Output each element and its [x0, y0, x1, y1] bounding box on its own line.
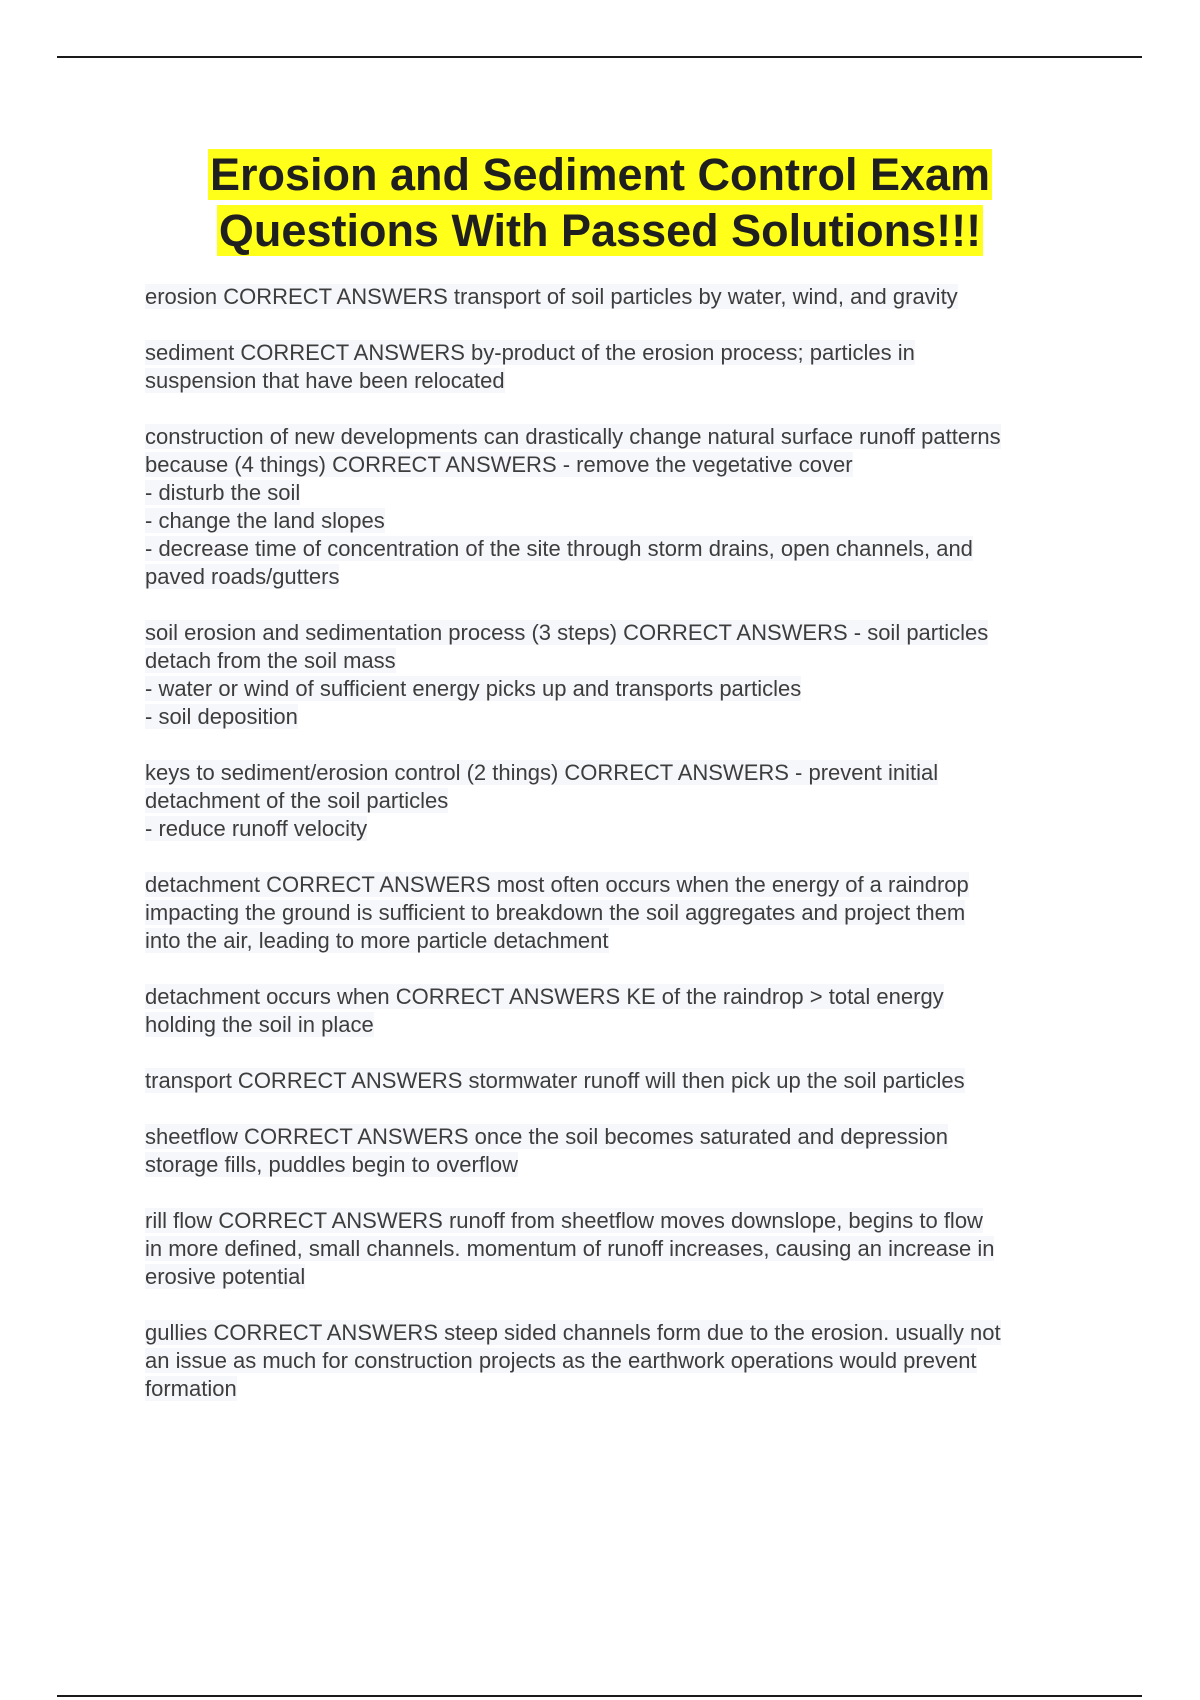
qa-line-text: gullies CORRECT ANSWERS steep sided channels form due to the erosion. usually not: [145, 1320, 1001, 1345]
qa-item: [145, 619, 1090, 731]
qa-line-text: holding the soil in place: [145, 1012, 374, 1037]
qa-line: [145, 1375, 1090, 1403]
qa-line-text: detachment CORRECT ANSWERS most often occurs when the energy of a raindrop: [145, 872, 969, 897]
qa-line-text: impacting the ground is sufficient to breakdown the soil aggregates and project them: [145, 900, 966, 925]
qa-line: [145, 563, 1090, 591]
qa-line-text: transport CORRECT ANSWERS stormwater runoff will then pick up the soil particles: [145, 1068, 965, 1093]
qa-item: [145, 871, 1090, 955]
qa-line: [145, 647, 1090, 675]
qa-item: [145, 1207, 1090, 1291]
qa-line: [145, 479, 1090, 507]
qa-line: [145, 675, 1090, 703]
qa-line: [145, 1123, 1090, 1151]
qa-line-text: keys to sediment/erosion control (2 things) CORRECT ANSWERS - prevent initial: [145, 760, 939, 785]
qa-line: [145, 1207, 1090, 1235]
qa-line-text: - water or wind of sufficient energy picks up and transports particles: [145, 676, 802, 701]
qa-line: [145, 899, 1090, 927]
qa-line-text: an issue as much for construction projects as the earthwork operations would prevent: [145, 1348, 977, 1373]
qa-line: [145, 927, 1090, 955]
qa-line: [145, 759, 1090, 787]
qa-line-text: soil erosion and sedimentation process (3 steps) CORRECT ANSWERS - soil particles: [145, 620, 989, 645]
qa-line: [145, 815, 1090, 843]
qa-line-text: - disturb the soil: [145, 480, 301, 505]
qa-line: [145, 1263, 1090, 1291]
qa-item: [145, 1067, 1090, 1095]
qa-line-text: storage fills, puddles begin to overflow: [145, 1152, 518, 1177]
qa-line-text: in more defined, small channels. momentum of runoff increases, causing an increase in: [145, 1236, 995, 1261]
qa-item: [145, 339, 1090, 395]
qa-line-text: - soil deposition: [145, 704, 298, 729]
qa-line: [145, 703, 1090, 731]
qa-line-text: suspension that have been relocated: [145, 368, 505, 393]
qa-line: [145, 1151, 1090, 1179]
qa-line: [145, 367, 1090, 395]
qa-line-text: - change the land slopes: [145, 508, 385, 533]
bottom-rule: [57, 1695, 1142, 1697]
qa-line: [145, 507, 1090, 535]
document-title: [0, 147, 1200, 259]
qa-item: [145, 759, 1090, 843]
qa-item: [145, 983, 1090, 1039]
qa-line-text: because (4 things) CORRECT ANSWERS - remove the vegetative cover: [145, 452, 853, 477]
qa-line: [145, 339, 1090, 367]
qa-line: [145, 423, 1090, 451]
qa-line-text: sediment CORRECT ANSWERS by-product of the erosion process; particles in: [145, 340, 915, 365]
qa-line-text: construction of new developments can drastically change natural surface runoff patterns: [145, 424, 1001, 449]
qa-line: [145, 983, 1090, 1011]
qa-line-text: rill flow CORRECT ANSWERS runoff from sheetflow moves downslope, begins to flow: [145, 1208, 983, 1233]
qa-line: [145, 787, 1090, 815]
qa-list: [145, 283, 1090, 1431]
qa-item: [145, 1319, 1090, 1403]
qa-line: [145, 619, 1090, 647]
qa-line-text: detachment of the soil particles: [145, 788, 449, 813]
title-line-1: Erosion and Sediment Control Exam: [209, 149, 991, 200]
qa-line: [145, 1235, 1090, 1263]
qa-line-text: erosive potential: [145, 1264, 306, 1289]
qa-line-text: formation: [145, 1376, 237, 1401]
qa-line: [145, 1011, 1090, 1039]
qa-line-text: into the air, leading to more particle detachment: [145, 928, 609, 953]
top-rule: [57, 56, 1142, 58]
qa-line: [145, 283, 1090, 311]
qa-line-text: - reduce runoff velocity: [145, 816, 368, 841]
qa-line-text: erosion CORRECT ANSWERS transport of soil particles by water, wind, and gravity: [145, 284, 958, 309]
qa-line: [145, 1319, 1090, 1347]
qa-line-text: sheetflow CORRECT ANSWERS once the soil becomes saturated and depression: [145, 1124, 948, 1149]
qa-line-text: detach from the soil mass: [145, 648, 396, 673]
qa-line: [145, 451, 1090, 479]
qa-item: [145, 1123, 1090, 1179]
qa-line: [145, 535, 1090, 563]
qa-line: [145, 1067, 1090, 1095]
qa-item: [145, 423, 1090, 591]
qa-item: [145, 283, 1090, 311]
qa-line-text: detachment occurs when CORRECT ANSWERS KE of the raindrop > total energy: [145, 984, 944, 1009]
qa-line-text: - decrease time of concentration of the site through storm drains, open channels, and: [145, 536, 973, 561]
title-line-2: Questions With Passed Solutions!!!: [218, 205, 982, 256]
qa-line-text: paved roads/gutters: [145, 564, 340, 589]
qa-line: [145, 1347, 1090, 1375]
qa-line: [145, 871, 1090, 899]
